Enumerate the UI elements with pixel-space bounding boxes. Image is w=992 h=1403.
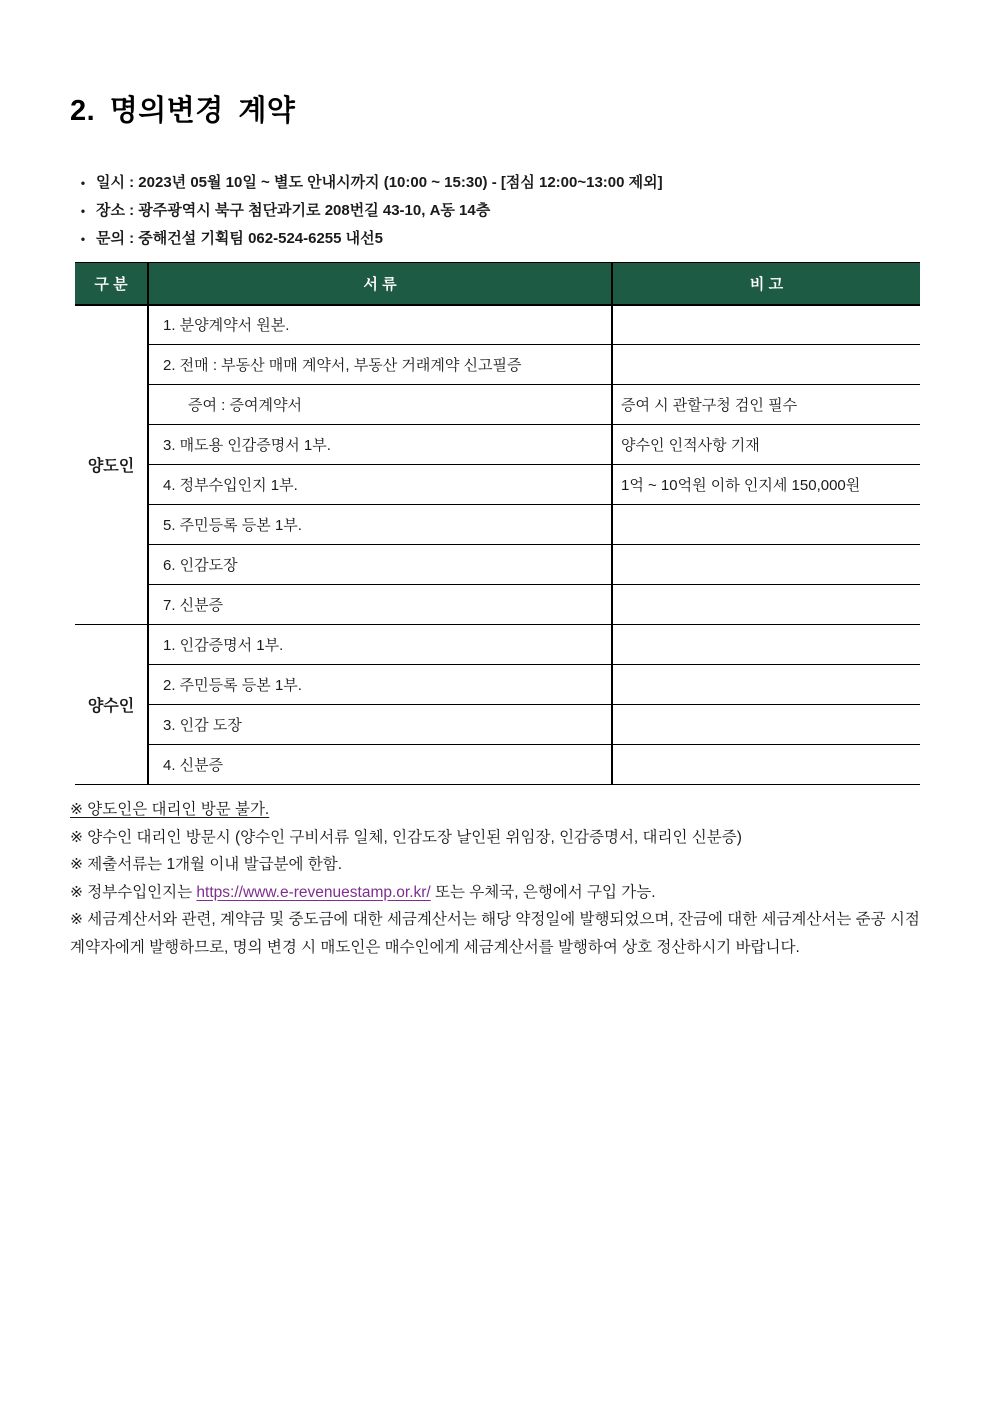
revenue-stamp-link[interactable]: https://www.e-revenuestamp.or.kr/ bbox=[196, 883, 431, 901]
column-header-documents: 서 류 bbox=[148, 263, 612, 305]
info-datetime-text: 일시 : 2023년 05월 10일 ~ 별도 안내시까지 (10:00 ~ 15:30) - [점심 12:00~13:00 제외] bbox=[96, 174, 663, 191]
doc-cell: 1. 인감증명서 1부. bbox=[148, 625, 612, 665]
bullet-icon: • bbox=[80, 204, 86, 218]
table-row bbox=[75, 545, 920, 585]
list-item-contact bbox=[70, 225, 920, 253]
info-contact-text: 문의 : 중해건설 기획팀 062-524-6255 내선5 bbox=[96, 230, 383, 247]
note-cell: 1억 ~ 10억원 이하 인지세 150,000원 bbox=[612, 465, 920, 505]
note-cell bbox=[612, 705, 920, 745]
table-row bbox=[75, 305, 920, 345]
note-cell bbox=[612, 745, 920, 785]
footnote-no-proxy bbox=[70, 796, 932, 824]
documents-table bbox=[75, 262, 920, 785]
footnote-no-proxy-text: ※ 양도인은 대리인 방문 불가. bbox=[70, 801, 270, 818]
doc-cell: 7. 신분증 bbox=[148, 585, 612, 625]
note-cell bbox=[612, 585, 920, 625]
note-cell bbox=[612, 345, 920, 385]
doc-cell: 1. 분양계약서 원본. bbox=[148, 305, 612, 345]
doc-cell: 4. 신분증 bbox=[148, 745, 612, 785]
doc-cell: 2. 주민등록 등본 1부. bbox=[148, 665, 612, 705]
table-row bbox=[75, 585, 920, 625]
footnotes bbox=[70, 796, 932, 961]
page-title: 2. 명의변경 계약 bbox=[70, 95, 296, 127]
table-row bbox=[75, 425, 920, 465]
note-cell bbox=[612, 505, 920, 545]
info-list bbox=[70, 169, 920, 253]
table-row bbox=[75, 665, 920, 705]
table-row bbox=[75, 345, 920, 385]
doc-cell: 3. 매도용 인감증명서 1부. bbox=[148, 425, 612, 465]
doc-cell: 4. 정부수입인지 1부. bbox=[148, 465, 612, 505]
doc-cell: 2. 전매 : 부동산 매매 계약서, 부동산 거래계약 신고필증 bbox=[148, 345, 612, 385]
footnote-revenue-stamp bbox=[70, 879, 932, 907]
footnote-tax-invoice: ※ 세금계산서와 관련, 계약금 및 중도금에 대한 세금계산서는 해당 약정일에 발행되었으며, 잔금에 대한 세금계산서는 준공 시점 계약자에게 발행하므로, 명의 변경 시 매도인은 매수인에게 세금계산서를 발행하여 상호 정산하시기 바랍니다. bbox=[70, 911, 920, 956]
note-cell bbox=[612, 545, 920, 585]
table-row bbox=[75, 625, 920, 665]
note-cell bbox=[612, 665, 920, 705]
table-header-row bbox=[75, 263, 920, 305]
list-item-datetime bbox=[70, 169, 920, 197]
doc-cell: 5. 주민등록 등본 1부. bbox=[148, 505, 612, 545]
table-row bbox=[75, 465, 920, 505]
table-row bbox=[75, 745, 920, 785]
section-label-transferor: 양도인 bbox=[75, 305, 148, 625]
list-item-location bbox=[70, 197, 920, 225]
info-location-text: 장소 : 광주광역시 북구 첨단과기로 208번길 43-10, A동 14층 bbox=[96, 202, 491, 219]
table-row bbox=[75, 705, 920, 745]
footnote-revenue-stamp-suffix: 또는 우체국, 은행에서 구입 가능. bbox=[430, 883, 656, 901]
footnote-proxy-visit: ※ 양수인 대리인 방문시 (양수인 구비서류 일체, 인감도장 날인된 위임장, 인감증명서, 대리인 신분증) bbox=[70, 828, 742, 846]
bullet-icon: • bbox=[80, 176, 86, 190]
note-cell: 증여 시 관할구청 검인 필수 bbox=[612, 385, 920, 425]
table-row bbox=[75, 385, 920, 425]
column-header-category: 구 분 bbox=[75, 263, 148, 305]
column-header-remarks: 비 고 bbox=[612, 263, 920, 305]
section-label-transferee: 양수인 bbox=[75, 625, 148, 785]
doc-cell: 증여 : 증여계약서 bbox=[148, 385, 612, 425]
bullet-icon: • bbox=[80, 232, 86, 246]
note-cell bbox=[612, 305, 920, 345]
footnote-issue-period: ※ 제출서류는 1개월 이내 발급분에 한함. bbox=[70, 856, 343, 873]
doc-cell: 6. 인감도장 bbox=[148, 545, 612, 585]
table-row bbox=[75, 505, 920, 545]
note-cell bbox=[612, 625, 920, 665]
note-cell: 양수인 인적사항 기재 bbox=[612, 425, 920, 465]
doc-cell: 3. 인감 도장 bbox=[148, 705, 612, 745]
footnote-revenue-stamp-prefix: ※ 정부수입인지는 bbox=[70, 883, 197, 901]
